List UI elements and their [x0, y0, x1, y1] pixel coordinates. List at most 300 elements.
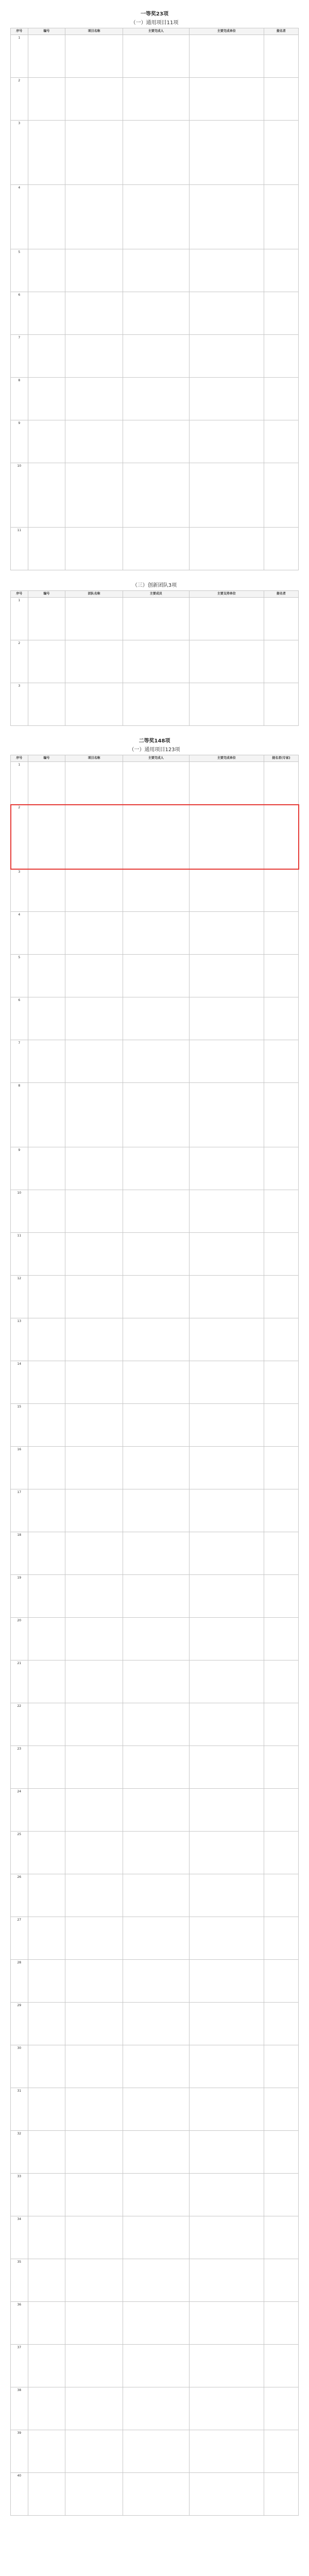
- row-organizations: [189, 2387, 264, 2430]
- row-members: [123, 598, 189, 640]
- row-number: 27: [11, 1917, 28, 1960]
- row-organizations: [189, 2131, 264, 2174]
- row-number: 30: [11, 2045, 28, 2088]
- row-project-name: [65, 1917, 123, 1960]
- row-members: [123, 1874, 189, 1917]
- row-organizations: [189, 1532, 264, 1575]
- row-organizations: [189, 528, 264, 570]
- row-project-name: [65, 249, 123, 292]
- row-code: [28, 378, 65, 420]
- row-number: 22: [11, 1703, 28, 1746]
- table-row: [11, 598, 299, 640]
- row-number: 37: [11, 2345, 28, 2387]
- row-members: [123, 528, 189, 570]
- row-nominator: [264, 1532, 298, 1575]
- row-organizations: [189, 292, 264, 335]
- row-project-name: [65, 912, 123, 955]
- row-number: 32: [11, 2131, 28, 2174]
- table-row: [11, 378, 299, 420]
- row-nominator: [264, 2131, 298, 2174]
- row-number: 4: [11, 185, 28, 249]
- awards-table: [10, 28, 299, 570]
- row-code: [28, 1746, 65, 1789]
- row-members: [123, 1489, 189, 1532]
- row-nominator: [264, 2387, 298, 2430]
- row-organizations: [189, 2473, 264, 2516]
- row-code: [28, 185, 65, 249]
- row-nominator: [264, 1083, 298, 1147]
- row-nominator: [264, 1276, 298, 1318]
- row-nominator: [264, 1404, 298, 1447]
- table-row: [11, 35, 299, 78]
- row-code: [28, 683, 65, 726]
- table-row: [11, 335, 299, 378]
- row-number: 23: [11, 1746, 28, 1789]
- table-row: [11, 955, 299, 997]
- row-nominator: [264, 1489, 298, 1532]
- table-row: [11, 420, 299, 463]
- row-number: 14: [11, 1361, 28, 1404]
- row-nominator: [264, 121, 298, 185]
- document-page: [10, 0, 299, 2536]
- row-members: [123, 185, 189, 249]
- row-number: 7: [11, 335, 28, 378]
- table-row: [11, 1404, 299, 1447]
- row-code: [28, 640, 65, 683]
- row-project-name: [65, 1040, 123, 1083]
- row-members: [123, 463, 189, 528]
- row-organizations: [189, 1276, 264, 1318]
- row-organizations: [189, 2345, 264, 2387]
- row-number: 35: [11, 2259, 28, 2302]
- row-members: [123, 2430, 189, 2473]
- row-code: [28, 1276, 65, 1318]
- row-number: 39: [11, 2430, 28, 2473]
- row-nominator: [264, 1190, 298, 1233]
- row-nominator: [264, 1703, 298, 1746]
- row-code: [28, 1489, 65, 1532]
- row-organizations: [189, 1874, 264, 1917]
- row-code: [28, 912, 65, 955]
- row-number: 4: [11, 912, 28, 955]
- row-code: [28, 35, 65, 78]
- row-project-name: [65, 335, 123, 378]
- row-nominator: [264, 2302, 298, 2345]
- table-row: [11, 2174, 299, 2216]
- row-code: [28, 335, 65, 378]
- table-row: [11, 1917, 299, 1960]
- row-project-name: [65, 1746, 123, 1789]
- row-organizations: [189, 1917, 264, 1960]
- row-members: [123, 2259, 189, 2302]
- table-row: [11, 1318, 299, 1361]
- row-organizations: [189, 955, 264, 997]
- table-row: [11, 1276, 299, 1318]
- table-row: [11, 1040, 299, 1083]
- row-code: [28, 2302, 65, 2345]
- row-nominator: [264, 1874, 298, 1917]
- row-project-name: [65, 121, 123, 185]
- row-project-name: [65, 1318, 123, 1361]
- row-code: [28, 1318, 65, 1361]
- col-header: 主要完成人: [123, 28, 189, 35]
- row-nominator: [264, 2045, 298, 2088]
- row-number: 31: [11, 2088, 28, 2131]
- row-code: [28, 2174, 65, 2216]
- row-code: [28, 762, 65, 805]
- row-project-name: [65, 1618, 123, 1660]
- row-number: 38: [11, 2387, 28, 2430]
- row-number: 24: [11, 1789, 28, 1832]
- row-code: [28, 1660, 65, 1703]
- row-nominator: [264, 185, 298, 249]
- row-number: 2: [11, 805, 28, 869]
- row-organizations: [189, 463, 264, 528]
- row-members: [123, 1361, 189, 1404]
- row-organizations: [189, 1832, 264, 1874]
- row-nominator: [264, 1147, 298, 1190]
- row-number: 15: [11, 1404, 28, 1447]
- table-row: [11, 1147, 299, 1190]
- row-members: [123, 1276, 189, 1318]
- row-number: 1: [11, 35, 28, 78]
- row-members: [123, 1703, 189, 1746]
- row-code: [28, 1532, 65, 1575]
- col-header: 序号: [11, 28, 28, 35]
- table-row: [11, 1746, 299, 1789]
- row-organizations: [189, 2216, 264, 2259]
- row-members: [123, 1447, 189, 1489]
- row-members: [123, 335, 189, 378]
- row-number: 21: [11, 1660, 28, 1703]
- row-code: [28, 598, 65, 640]
- col-header: 主要成员: [123, 591, 189, 598]
- row-members: [123, 2131, 189, 2174]
- row-code: [28, 1575, 65, 1618]
- table-row: [11, 292, 299, 335]
- row-code: [28, 955, 65, 997]
- row-code: [28, 1874, 65, 1917]
- row-code: [28, 2216, 65, 2259]
- row-number: 9: [11, 420, 28, 463]
- table-row: [11, 2387, 299, 2430]
- row-code: [28, 2387, 65, 2430]
- row-nominator: [264, 912, 298, 955]
- row-nominator: [264, 292, 298, 335]
- row-members: [123, 1233, 189, 1276]
- row-members: [123, 1832, 189, 1874]
- row-members: [123, 2045, 189, 2088]
- row-organizations: [189, 2302, 264, 2345]
- row-members: [123, 1318, 189, 1361]
- row-project-name: [65, 2387, 123, 2430]
- row-organizations: [189, 35, 264, 78]
- row-nominator: [264, 1447, 298, 1489]
- row-project-name: [65, 2045, 123, 2088]
- row-nominator: [264, 640, 298, 683]
- row-code: [28, 1404, 65, 1447]
- row-nominator: [264, 35, 298, 78]
- row-number: 2: [11, 78, 28, 121]
- row-project-name: [65, 292, 123, 335]
- row-organizations: [189, 805, 264, 869]
- row-organizations: [189, 2430, 264, 2473]
- row-nominator: [264, 2088, 298, 2131]
- row-number: 6: [11, 292, 28, 335]
- table-row: [11, 2003, 299, 2045]
- row-number: 10: [11, 1190, 28, 1233]
- row-nominator: [264, 1040, 298, 1083]
- row-nominator: [264, 463, 298, 528]
- col-header: 主要完成单位: [189, 28, 264, 35]
- col-header: 提名者: [264, 28, 298, 35]
- subsection-title: （三）创新团队3项: [132, 583, 177, 589]
- table-row: [11, 1233, 299, 1276]
- row-number: 20: [11, 1618, 28, 1660]
- row-nominator: [264, 378, 298, 420]
- table-header-row: [11, 28, 299, 35]
- table-row: [11, 1618, 299, 1660]
- row-members: [123, 35, 189, 78]
- table-row: [11, 2302, 299, 2345]
- row-project-name: [65, 640, 123, 683]
- row-members: [123, 869, 189, 912]
- row-number: 3: [11, 869, 28, 912]
- table-row: [11, 121, 299, 185]
- col-header: 团队名称: [65, 591, 123, 598]
- subsection-title: （一）通用项目123项: [129, 747, 180, 753]
- row-members: [123, 912, 189, 955]
- row-organizations: [189, 1489, 264, 1532]
- row-code: [28, 121, 65, 185]
- col-header: 提名者: [264, 591, 298, 598]
- row-project-name: [65, 1960, 123, 2003]
- row-project-name: [65, 762, 123, 805]
- row-organizations: [189, 1040, 264, 1083]
- row-nominator: [264, 955, 298, 997]
- row-organizations: [189, 335, 264, 378]
- row-nominator: [264, 2345, 298, 2387]
- row-code: [28, 1361, 65, 1404]
- row-code: [28, 805, 65, 869]
- row-organizations: [189, 1960, 264, 2003]
- row-nominator: [264, 1746, 298, 1789]
- row-members: [123, 2216, 189, 2259]
- row-project-name: [65, 2131, 123, 2174]
- section-title: 二等奖148项: [139, 738, 170, 744]
- row-organizations: [189, 1447, 264, 1489]
- row-nominator: [264, 869, 298, 912]
- row-number: 3: [11, 683, 28, 726]
- row-project-name: [65, 1532, 123, 1575]
- row-members: [123, 805, 189, 869]
- row-project-name: [65, 1660, 123, 1703]
- row-members: [123, 762, 189, 805]
- row-members: [123, 2302, 189, 2345]
- table-row: [11, 78, 299, 121]
- row-nominator: [264, 2174, 298, 2216]
- row-nominator: [264, 762, 298, 805]
- row-code: [28, 2045, 65, 2088]
- row-nominator: [264, 249, 298, 292]
- row-number: 26: [11, 1874, 28, 1917]
- table-row: [11, 1874, 299, 1917]
- row-organizations: [189, 1233, 264, 1276]
- row-nominator: [264, 1960, 298, 2003]
- row-project-name: [65, 997, 123, 1040]
- row-organizations: [189, 1660, 264, 1703]
- row-number: 3: [11, 121, 28, 185]
- row-organizations: [189, 420, 264, 463]
- row-nominator: [264, 2473, 298, 2516]
- row-nominator: [264, 1618, 298, 1660]
- table-row: [11, 2345, 299, 2387]
- awards-table: [10, 590, 299, 726]
- row-project-name: [65, 2430, 123, 2473]
- row-organizations: [189, 185, 264, 249]
- row-nominator: [264, 2259, 298, 2302]
- row-project-name: [65, 2216, 123, 2259]
- row-number: 6: [11, 997, 28, 1040]
- row-project-name: [65, 1083, 123, 1147]
- awards-table: [10, 755, 299, 2516]
- row-nominator: [264, 1660, 298, 1703]
- row-code: [28, 463, 65, 528]
- col-header: 主要完成单位: [189, 755, 264, 762]
- row-code: [28, 2003, 65, 2045]
- row-members: [123, 640, 189, 683]
- row-code: [28, 1233, 65, 1276]
- row-number: 36: [11, 2302, 28, 2345]
- row-code: [28, 1083, 65, 1147]
- row-code: [28, 1190, 65, 1233]
- row-code: [28, 1703, 65, 1746]
- row-nominator: [264, 2216, 298, 2259]
- row-nominator: [264, 1789, 298, 1832]
- row-number: 12: [11, 1276, 28, 1318]
- row-project-name: [65, 2259, 123, 2302]
- row-code: [28, 528, 65, 570]
- row-project-name: [65, 35, 123, 78]
- table-row: [11, 1960, 299, 2003]
- row-project-name: [65, 1276, 123, 1318]
- row-code: [28, 292, 65, 335]
- row-nominator: [264, 528, 298, 570]
- row-code: [28, 869, 65, 912]
- col-header: 项目名称: [65, 755, 123, 762]
- row-organizations: [189, 598, 264, 640]
- col-header: 项目名称: [65, 28, 123, 35]
- row-project-name: [65, 2473, 123, 2516]
- row-members: [123, 2473, 189, 2516]
- table-row: [11, 1575, 299, 1618]
- row-number: 18: [11, 1532, 28, 1575]
- row-members: [123, 1618, 189, 1660]
- row-project-name: [65, 528, 123, 570]
- table-row: [11, 185, 299, 249]
- row-members: [123, 1040, 189, 1083]
- row-project-name: [65, 2302, 123, 2345]
- row-number: 34: [11, 2216, 28, 2259]
- table-row: [11, 463, 299, 528]
- row-nominator: [264, 2430, 298, 2473]
- row-code: [28, 2473, 65, 2516]
- row-organizations: [189, 2088, 264, 2131]
- row-project-name: [65, 1874, 123, 1917]
- row-number: 40: [11, 2473, 28, 2516]
- row-number: 2: [11, 640, 28, 683]
- row-code: [28, 1147, 65, 1190]
- row-organizations: [189, 2259, 264, 2302]
- table-row: [11, 1361, 299, 1404]
- table-row: [11, 2045, 299, 2088]
- section-title: 一等奖23项: [141, 11, 168, 17]
- row-nominator: [264, 420, 298, 463]
- row-number: 11: [11, 1233, 28, 1276]
- table-row: [11, 2259, 299, 2302]
- row-number: 9: [11, 1147, 28, 1190]
- col-header: 编号: [28, 591, 65, 598]
- row-project-name: [65, 2003, 123, 2045]
- row-members: [123, 78, 189, 121]
- row-code: [28, 1917, 65, 1960]
- row-number: 5: [11, 955, 28, 997]
- row-members: [123, 2174, 189, 2216]
- row-nominator: [264, 2003, 298, 2045]
- row-organizations: [189, 997, 264, 1040]
- row-nominator: [264, 1832, 298, 1874]
- row-project-name: [65, 185, 123, 249]
- row-organizations: [189, 1147, 264, 1190]
- row-members: [123, 2003, 189, 2045]
- row-nominator: [264, 683, 298, 726]
- row-members: [123, 2387, 189, 2430]
- row-project-name: [65, 1575, 123, 1618]
- row-project-name: [65, 1233, 123, 1276]
- row-members: [123, 1917, 189, 1960]
- row-project-name: [65, 420, 123, 463]
- row-nominator: [264, 1575, 298, 1618]
- row-number: 8: [11, 1083, 28, 1147]
- row-code: [28, 2131, 65, 2174]
- row-project-name: [65, 1147, 123, 1190]
- row-members: [123, 292, 189, 335]
- row-number: 7: [11, 1040, 28, 1083]
- table-row: [11, 2473, 299, 2516]
- row-number: 19: [11, 1575, 28, 1618]
- row-project-name: [65, 78, 123, 121]
- row-members: [123, 955, 189, 997]
- row-project-name: [65, 805, 123, 869]
- table-row: [11, 1703, 299, 1746]
- row-project-name: [65, 2345, 123, 2387]
- table-row: [11, 1447, 299, 1489]
- row-number: 8: [11, 378, 28, 420]
- row-members: [123, 1789, 189, 1832]
- row-number: 17: [11, 1489, 28, 1532]
- row-code: [28, 2430, 65, 2473]
- row-code: [28, 1832, 65, 1874]
- table-row: [11, 2216, 299, 2259]
- table-row: [11, 2430, 299, 2473]
- col-header: 主要完成人: [123, 755, 189, 762]
- table-header-row: [11, 591, 299, 598]
- row-members: [123, 1083, 189, 1147]
- row-organizations: [189, 1746, 264, 1789]
- row-organizations: [189, 1318, 264, 1361]
- row-members: [123, 1532, 189, 1575]
- table-row: [11, 1532, 299, 1575]
